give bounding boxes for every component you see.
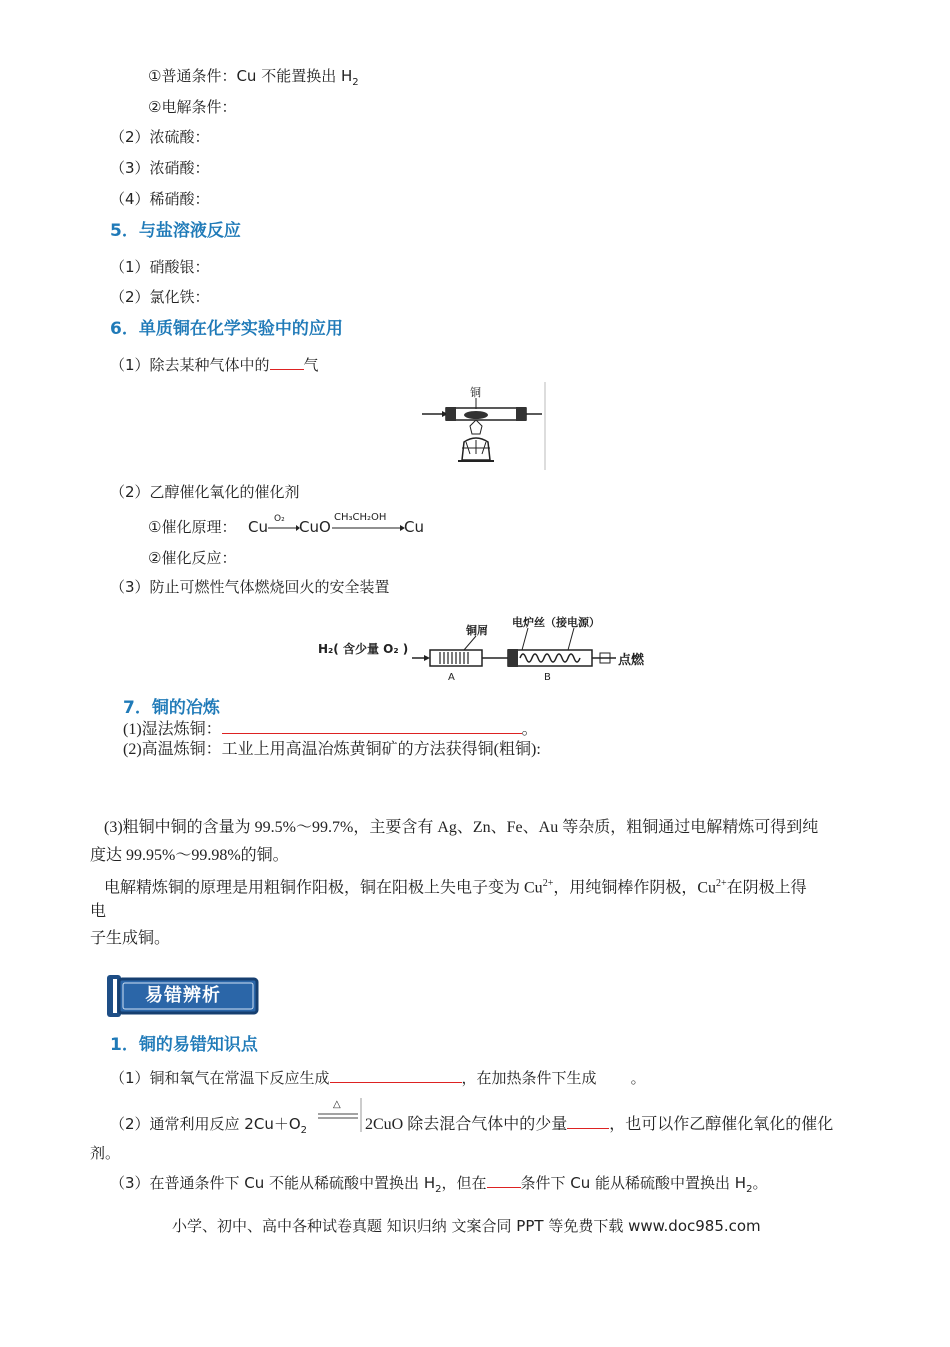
arrow-o2 [266, 512, 300, 534]
delta-icon: △ [333, 1099, 341, 1110]
section-6-item-3: （3）防止可燃性气体燃烧回火的安全装置 [110, 578, 390, 596]
crude-copper-para-line-1: (3)粗铜中铜的含量为 99.5%～99.7%，主要含有 Ag、Zn、Fe、Au 等杂质，粗铜通过电解精炼可得到纯 [104, 819, 819, 836]
safety-device-diagram [316, 612, 656, 684]
catalysis-principle-label: ①催化原理： [148, 518, 237, 536]
answer-blank[interactable] [330, 1068, 462, 1083]
mistake-3: （3）在普通条件下 Cu 不能从稀硫酸中置换出 $H_2$，但在 条件下 Cu 能从稀硫酸中置换出 $H_2$。 [110, 1174, 768, 1195]
mistake-1: （1）铜和氧气在常温下反应生成 ，在加热条件下生成 。 [110, 1069, 646, 1087]
wet-smelting-line: (1)湿法炼铜： 。 [123, 721, 538, 738]
crude-copper-para-line-2: 度达 99.95%～99.98%的铜。 [90, 847, 289, 864]
answer-blank[interactable] [222, 719, 522, 734]
answer-blank[interactable] [567, 1114, 609, 1129]
gas-label: H₂( 含少量 O₂ ) [318, 642, 409, 656]
answer-blank[interactable] [487, 1173, 521, 1188]
copper-tube-diagram [418, 382, 548, 470]
label-b: B [544, 672, 551, 683]
mistake-2-line-1: （2）通常利用反应 $2Cu+O_2$ [110, 1115, 308, 1136]
principle-cuo: CuO [299, 518, 331, 536]
mistakes-banner [107, 973, 259, 1019]
line-dilute-nitric: （4）稀硝酸： [110, 190, 210, 208]
section-5-heading: 5．与盐溶液反应 [110, 221, 241, 241]
line-normal-condition: ①普通条件：Cu 不能置换出 $H_2$ [148, 67, 359, 88]
heating-equals-sign [314, 1094, 364, 1134]
high-temp-smelting-line: (2)高温炼铜：工业上用高温冶炼黄铜矿的方法获得铜(粗铜): [123, 741, 541, 758]
mistakes-heading: 1．铜的易错知识点 [110, 1035, 258, 1055]
section-5-item-2: （2）氯化铁： [110, 288, 210, 306]
section-6-item-1: （1）除去某种气体中的 气 [110, 356, 319, 374]
copper-shavings-label: 铜屑 [466, 624, 488, 637]
ignite-label: 点燃 [618, 653, 645, 668]
principle-cu-end: Cu [404, 518, 424, 536]
section-5-item-1: （1）硝酸银： [110, 258, 210, 276]
electrolysis-para-line-3: 子生成铜。 [90, 930, 171, 947]
catalysis-reaction-label: ②催化反应： [148, 549, 237, 567]
line-conc-sulfuric: （2）浓硫酸： [110, 128, 210, 146]
footer-note: 小学、初中、高中各种试卷真题 知识归纳 文案合同 PPT 等免费下载 www.doc985.com [172, 1217, 761, 1235]
electrolysis-para-line-2: 电 [90, 903, 107, 920]
banner-title: 易错辨析 [145, 985, 221, 1006]
principle-cu-start: Cu [248, 518, 268, 536]
line-conc-nitric: （3）浓硝酸： [110, 159, 210, 177]
label-a: A [448, 672, 455, 683]
section-7-heading: 7．铜的冶炼 [123, 698, 220, 718]
section-6-heading: 6．单质铜在化学实验中的应用 [110, 319, 343, 339]
o2-label: O₂ [274, 514, 285, 524]
line-electrolysis-condition: ②电解条件： [148, 98, 237, 116]
ethanol-label: CH₃CH₂OH [334, 512, 387, 523]
arrow-ethanol [330, 510, 406, 534]
answer-blank[interactable] [270, 355, 304, 370]
diagram-copper-label: 铜 [470, 386, 481, 399]
heating-wire-label: 电炉丝（接电源） [512, 616, 600, 629]
mistake-2-line-2: 剂。 [90, 1144, 121, 1162]
electrolysis-para-line-1: 电解精炼铜的原理是用粗铜作阳极，铜在阳极上失电子变为 $Cu^{2+}$，用纯铜棒作阴极，$Cu^{2+}$在阴极上得 [104, 878, 807, 897]
mistake-2-line-1b: 2CuO 除去混合气体中的少量 ，也可以作乙醇催化氧化的催化 [365, 1116, 834, 1133]
section-6-item-2: （2）乙醇催化氧化的催化剂 [110, 483, 300, 501]
